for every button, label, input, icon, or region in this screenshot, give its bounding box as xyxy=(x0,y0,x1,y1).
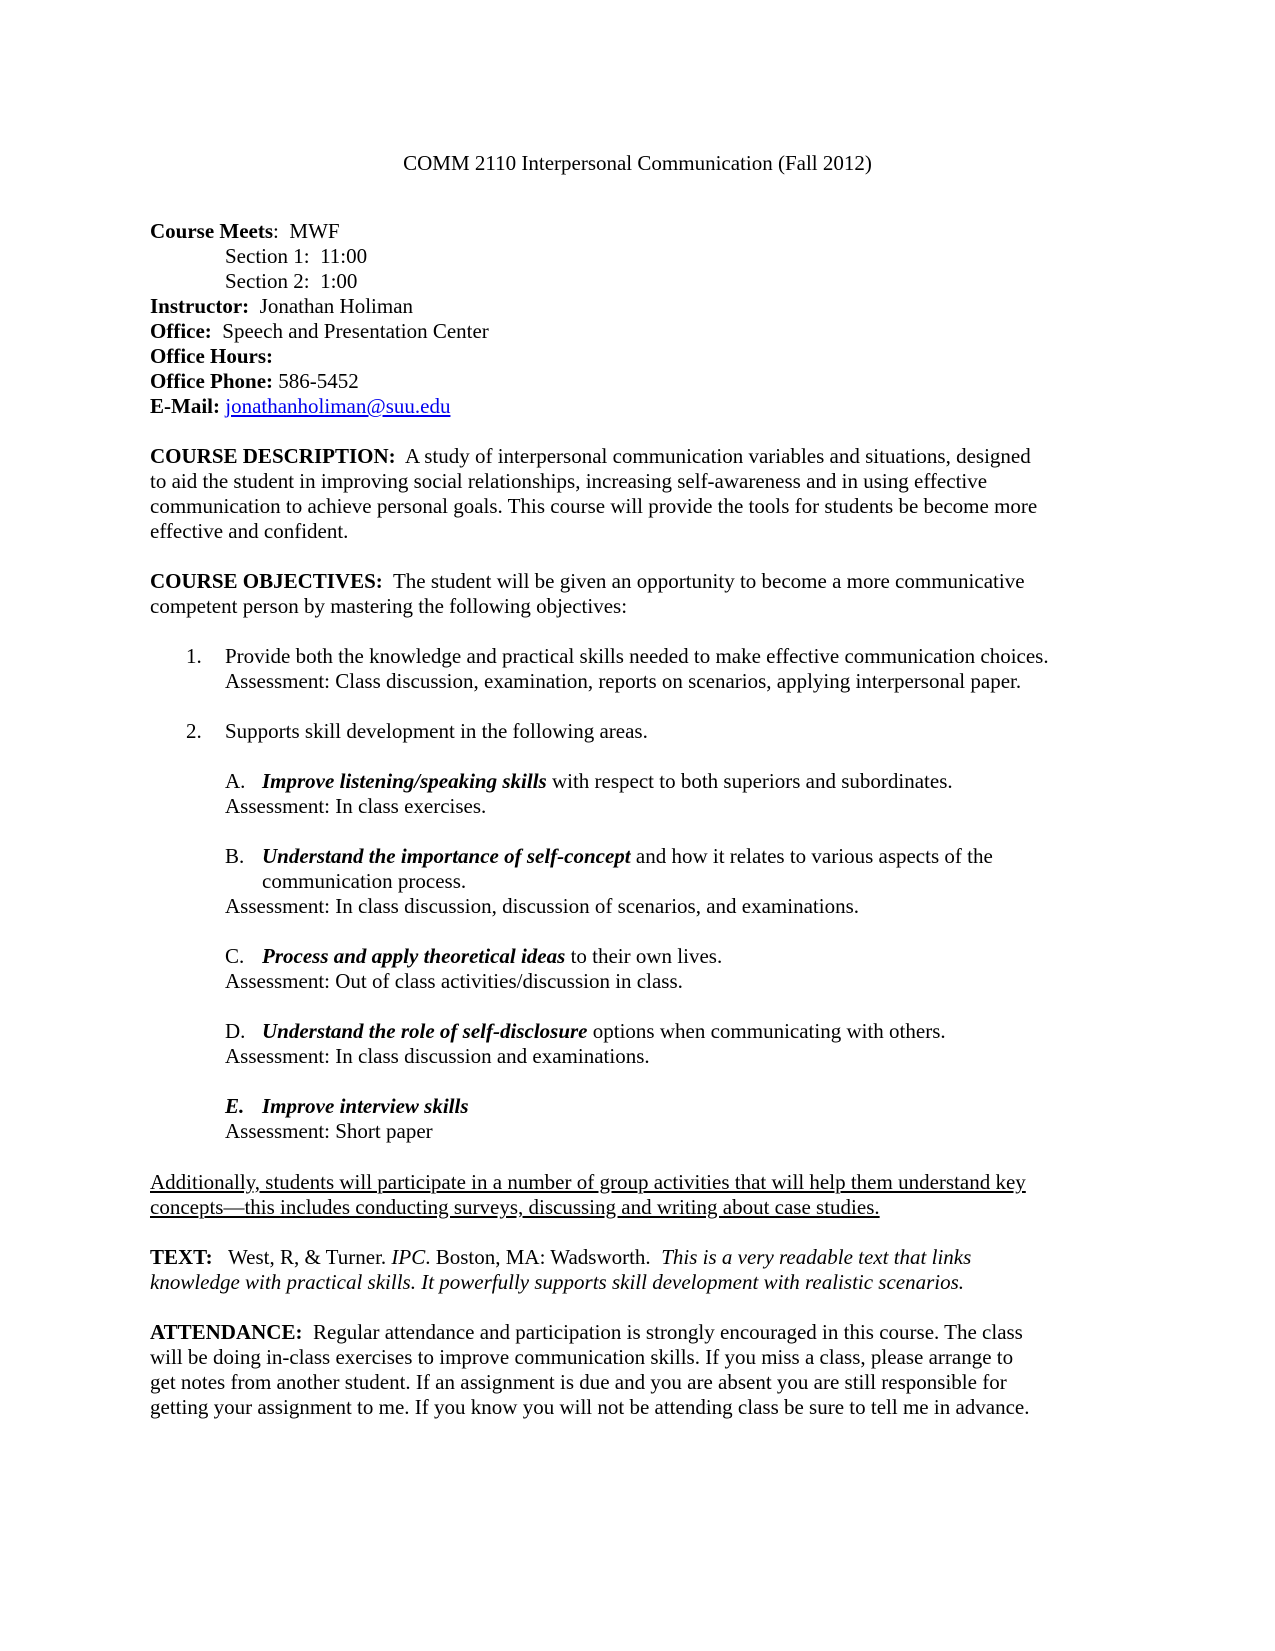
description-label: COURSE DESCRIPTION: xyxy=(150,444,396,468)
sub-item-c-bold: Process and apply theoretical ideas xyxy=(262,944,566,968)
email-label: E-Mail: xyxy=(150,394,220,418)
sub-item-d-assessment: Assessment: In class discussion and examinations. xyxy=(225,1044,650,1068)
list-item-1-text: Provide both the knowledge and practical skills needed to make effective communication choices. xyxy=(225,644,1049,668)
description-line-1 xyxy=(150,443,1031,469)
instructor-value: Jonathan Holiman xyxy=(259,294,414,318)
objectives-label: COURSE OBJECTIVES: xyxy=(150,569,383,593)
section-2-label: Section 2: xyxy=(225,269,310,293)
instructor-label: Instructor: xyxy=(150,294,250,318)
sub-item-a-rest: with respect to both superiors and subordinates. xyxy=(546,769,953,793)
attendance-line-4: getting your assignment to me. If you know you will not be attending class be sure to tell me in advance. xyxy=(150,1395,1030,1419)
description-line-3: communication to achieve personal goals. This course will provide the tools for students be become more xyxy=(150,494,1038,518)
instructor-line xyxy=(150,293,413,319)
office-phone-value: 586-5452 xyxy=(278,369,359,393)
objectives-line-2: competent person by mastering the following objectives: xyxy=(150,594,628,618)
office-hours-label: Office Hours: xyxy=(150,344,274,368)
additional-line-2: concepts—this includes conducting surveys, discussing and writing about case studies. xyxy=(150,1195,880,1219)
description-line-2: to aid the student in improving social relationships, increasing self-awareness and in using effective xyxy=(150,469,988,493)
list-item-1-assessment: Assessment: Class discussion, examination, reports on scenarios, applying interpersonal paper. xyxy=(225,669,1022,693)
section-2-time: 1:00 xyxy=(320,269,358,293)
sub-item-e-letter: E. xyxy=(225,1094,245,1118)
list-item-2-number: 2. xyxy=(186,719,202,743)
email-line xyxy=(150,393,450,419)
objectives-line-1 xyxy=(150,568,1025,594)
additional-line-1: Additionally, students will participate in a number of group activities that will help them understand key xyxy=(150,1170,1026,1194)
course-meets-line xyxy=(150,218,340,244)
sub-item-c-assessment: Assessment: Out of class activities/discussion in class. xyxy=(225,969,683,993)
attendance-line-2: will be doing in-class exercises to improve communication skills. If you miss a class, please arrange to xyxy=(150,1345,1014,1369)
sub-item-a-bold: Improve listening/speaking skills xyxy=(262,769,547,793)
sub-item-b-letter: B. xyxy=(225,844,245,868)
section-2-line xyxy=(225,268,357,294)
office-line xyxy=(150,318,489,344)
sub-item-b-bold: Understand the importance of self-concept xyxy=(262,844,631,868)
office-value: Speech and Presentation Center xyxy=(222,319,489,343)
description-line-4: effective and confident. xyxy=(150,519,349,543)
sub-item-a-letter: A. xyxy=(225,769,246,793)
sub-item-c xyxy=(225,943,722,969)
office-label: Office: xyxy=(150,319,212,343)
text-line-2 xyxy=(150,1269,964,1295)
office-phone-line xyxy=(150,368,359,394)
text-authors: West, R, & Turner. xyxy=(228,1245,387,1269)
description-text-1: A study of interpersonal communication variables and situations, designed xyxy=(404,444,1031,468)
list-item-1-number: 1. xyxy=(186,644,202,668)
sub-item-a xyxy=(225,768,953,794)
office-phone-label: Office Phone: xyxy=(150,369,274,393)
attendance-text-1: Regular attendance and participation is strongly encouraged in this course. The class xyxy=(312,1320,1023,1344)
sub-item-a-assessment: Assessment: In class exercises. xyxy=(225,794,487,818)
text-publisher: . Boston, MA: Wadsworth. xyxy=(425,1245,651,1269)
course-meets-label: Course Meets xyxy=(150,219,274,243)
attendance-line-3: get notes from another student. If an assignment is due and you are absent you are still responsible for xyxy=(150,1370,1007,1394)
email-link[interactable]: jonathanholiman@suu.edu xyxy=(225,394,451,418)
sub-item-b-continuation: communication process. xyxy=(262,869,467,893)
text-note-1: This is a very readable text that links xyxy=(661,1245,972,1269)
section-1-time: 11:00 xyxy=(320,244,368,268)
course-meets-colon: : xyxy=(273,219,279,243)
attendance-line-1 xyxy=(150,1319,1023,1345)
sub-item-c-letter: C. xyxy=(225,944,245,968)
sub-item-e-bold: Improve interview skills xyxy=(262,1094,469,1118)
course-meets-value: MWF xyxy=(289,219,340,243)
text-book-title: IPC xyxy=(391,1245,426,1269)
sub-item-e-assessment: Assessment: Short paper xyxy=(225,1119,433,1143)
sub-item-c-rest: to their own lives. xyxy=(565,944,723,968)
sub-item-e xyxy=(225,1093,469,1119)
sub-item-b-rest: and how it relates to various aspects of the xyxy=(630,844,993,868)
text-label: TEXT: xyxy=(150,1245,213,1269)
sub-item-d-rest: options when communicating with others. xyxy=(587,1019,946,1043)
section-1-line xyxy=(225,243,367,269)
text-note-2: knowledge with practical skills. It powerfully supports skill development with realistic scenarios. xyxy=(150,1270,965,1294)
section-1-label: Section 1: xyxy=(225,244,310,268)
sub-item-d-bold: Understand the role of self-disclosure xyxy=(262,1019,588,1043)
objectives-text-1: The student will be given an opportunity to become a more communicative xyxy=(392,569,1025,593)
sub-item-b xyxy=(225,843,993,869)
sub-item-d xyxy=(225,1018,946,1044)
office-hours-line xyxy=(150,343,273,369)
page-title: COMM 2110 Interpersonal Communication (Fall 2012) xyxy=(403,151,872,175)
text-line-1 xyxy=(150,1244,971,1270)
sub-item-d-letter: D. xyxy=(225,1019,246,1043)
attendance-label: ATTENDANCE: xyxy=(150,1320,303,1344)
list-item-2-text: Supports skill development in the following areas. xyxy=(225,719,648,743)
sub-item-b-assessment: Assessment: In class discussion, discussion of scenarios, and examinations. xyxy=(225,894,859,918)
